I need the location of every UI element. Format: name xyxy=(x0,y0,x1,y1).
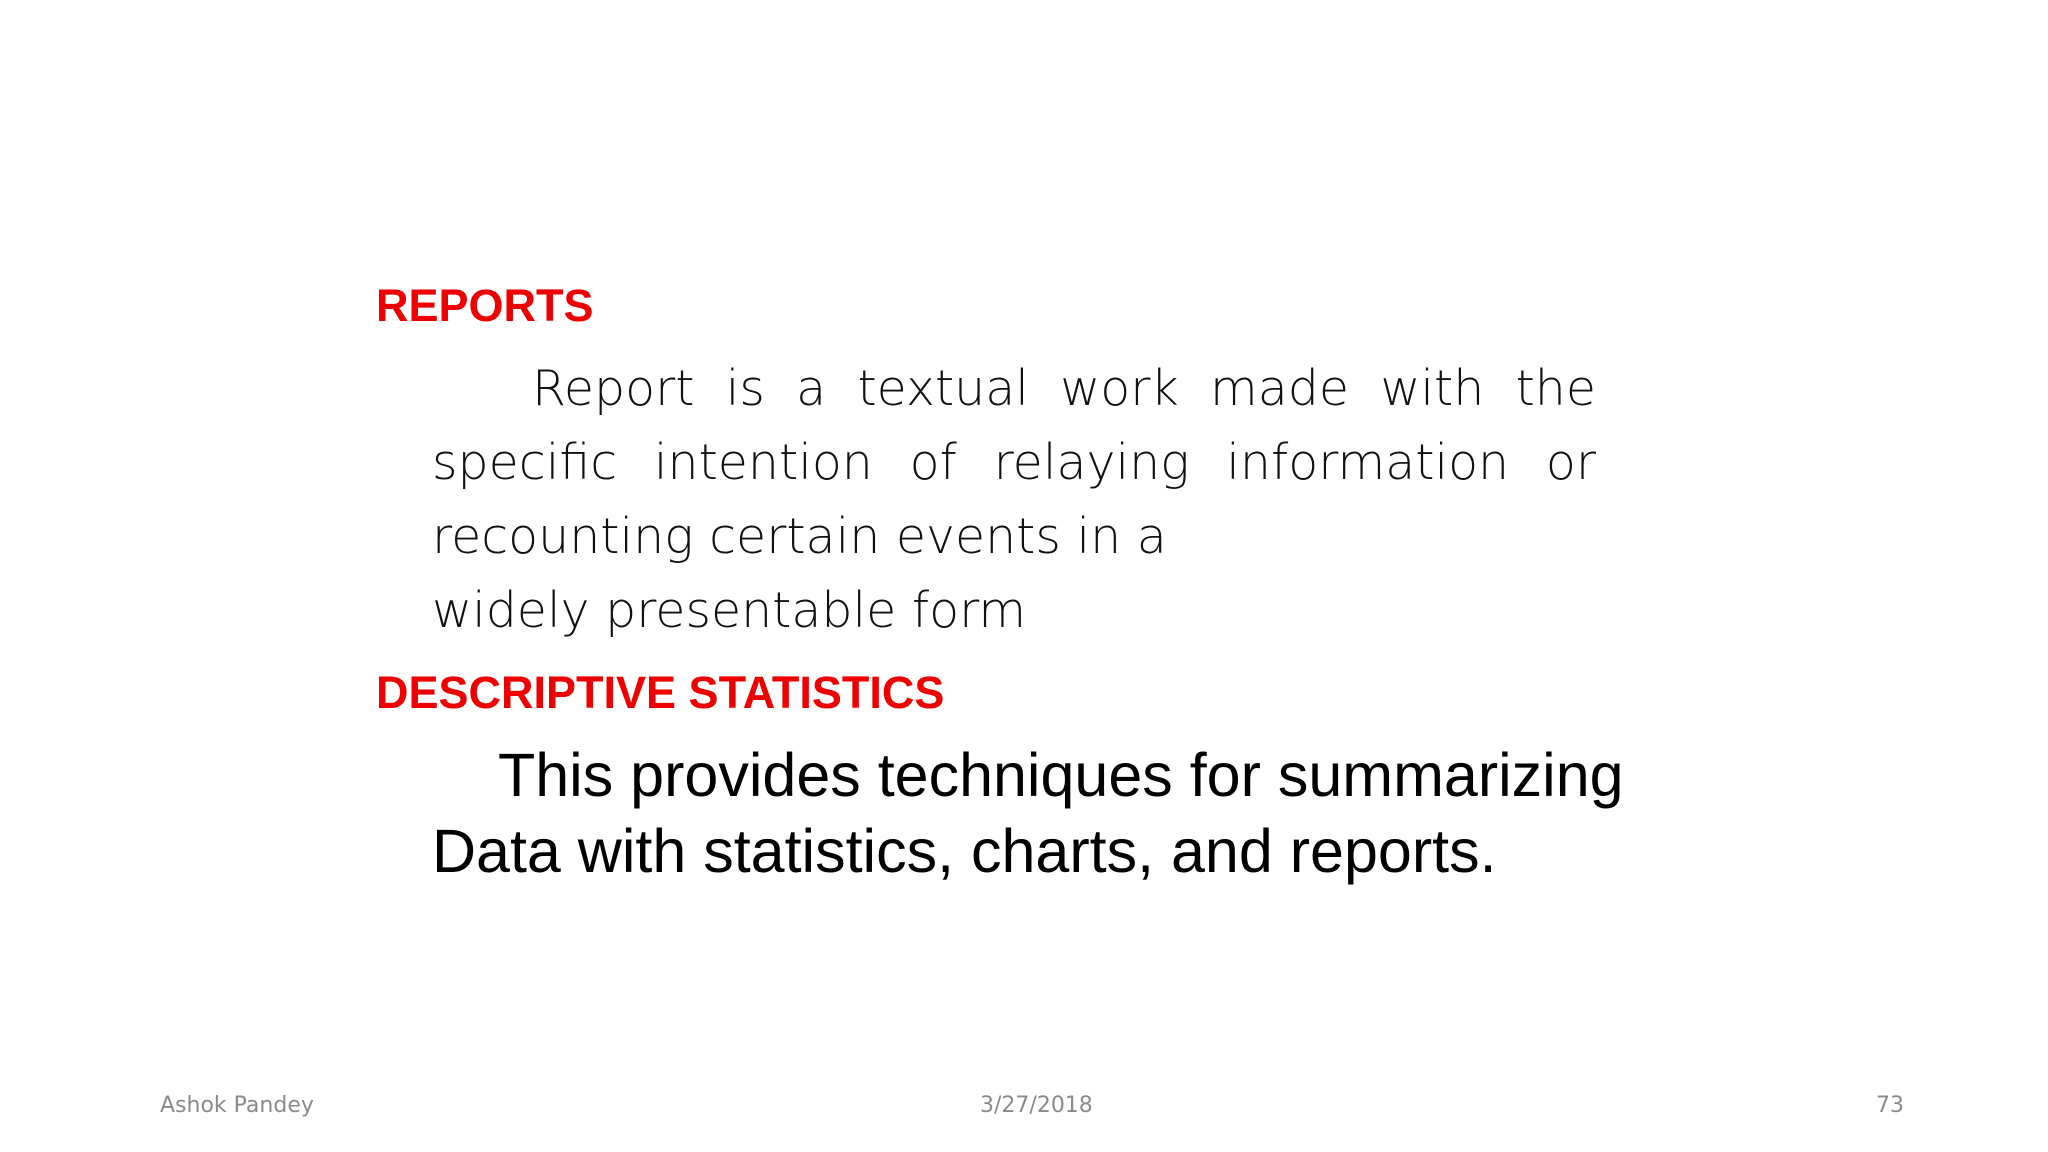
descriptive-line-1: This provides techniques for summarizing xyxy=(498,741,1624,809)
descriptive-statistics-heading: DESCRIPTIVE STATISTICS xyxy=(376,667,945,718)
descriptive-line-2: Data with statistics, charts, and reports. xyxy=(432,817,1497,885)
reports-line-2: specific intention of relaying information or xyxy=(432,434,1596,491)
reports-heading: REPORTS xyxy=(376,280,594,331)
descriptive-statistics-paragraph xyxy=(432,737,1624,889)
reports-line-3: recounting certain events in a xyxy=(432,508,1167,565)
reports-paragraph xyxy=(432,352,1596,648)
footer-date: 3/27/2018 xyxy=(980,1093,1093,1118)
footer-author: Ashok Pandey xyxy=(160,1093,314,1118)
footer-page-number: 73 xyxy=(1876,1093,1904,1118)
reports-line-4: widely presentable form xyxy=(432,582,1027,639)
reports-line-1: Report is a textual work made with the xyxy=(532,360,1596,417)
